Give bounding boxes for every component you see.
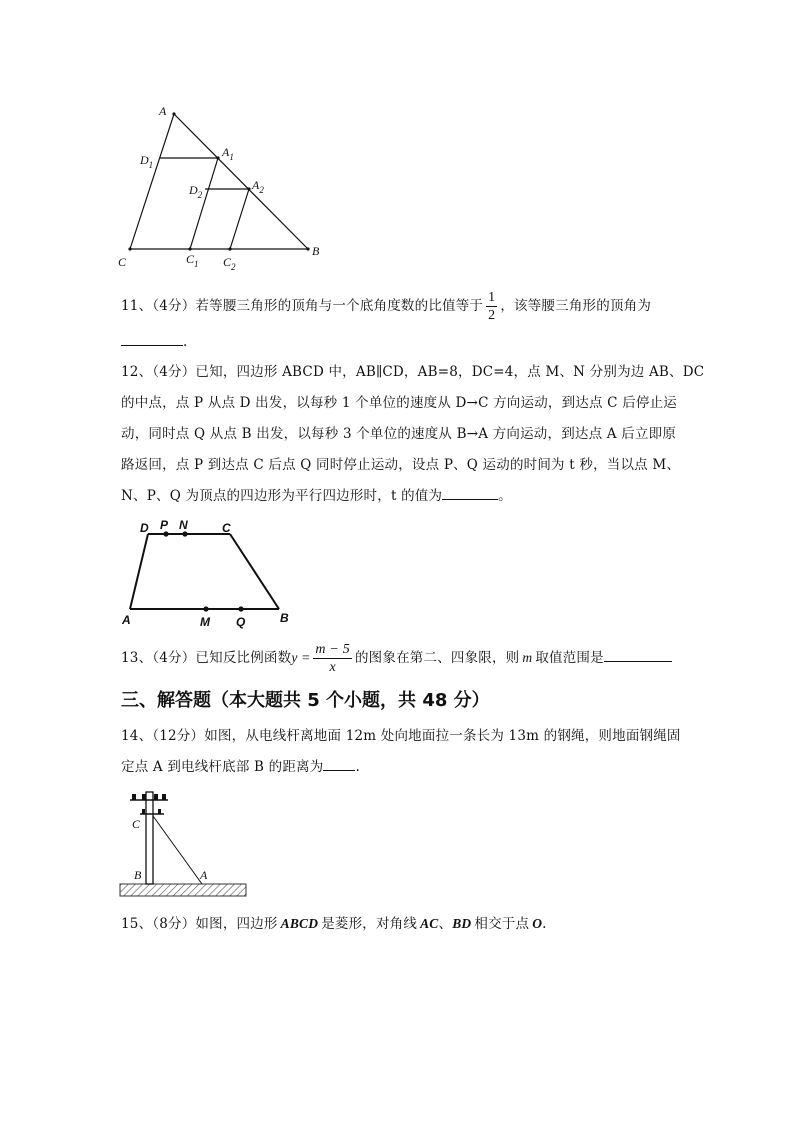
trapezoid-figure bbox=[118, 516, 298, 634]
point-m bbox=[203, 606, 208, 611]
q14-line-2: 定点 A 到电线杆底部 B 的距离为 . bbox=[121, 752, 681, 783]
label-c2: $C_2$ bbox=[223, 255, 236, 272]
segment-bc bbox=[230, 534, 279, 609]
q12-answer-blank[interactable] bbox=[442, 485, 498, 500]
label-a: A bbox=[122, 613, 131, 627]
label-q: Q bbox=[236, 615, 246, 629]
q11-answer-blank[interactable] bbox=[121, 331, 183, 346]
label-a2: $A_2$ bbox=[252, 178, 264, 195]
q11-suffix: ，该等腰三角形的顶角为 bbox=[500, 298, 652, 314]
steel-cable bbox=[153, 816, 202, 884]
question-15: 15、（8分）如图，四边形 ABCD 是菱形，对角线 AC、BD 相交于点 O. bbox=[121, 916, 547, 932]
label-c: C bbox=[132, 817, 141, 831]
question-13: 13、（4分）已知反比例函数y = $\frac{m - 5}{x}$ 的图象在第二、四象限，则 m 取值范围是 bbox=[121, 641, 672, 676]
triangle-figure bbox=[110, 100, 340, 275]
label-d2: $D_2$ bbox=[189, 183, 203, 200]
point-p bbox=[163, 531, 168, 536]
segment-ad bbox=[130, 534, 148, 609]
question-11-answer-line: . bbox=[121, 327, 188, 358]
q12-line-2: 的中点，点 P 从点 D 出发，以每秒 1 个单位的速度从 D→C 方向运动，到达点 C 后停止运 bbox=[121, 395, 678, 411]
label-b: B bbox=[312, 244, 320, 258]
q13-fraction: $\frac{m - 5}{x}$ bbox=[315, 642, 350, 675]
pole-figure bbox=[118, 788, 248, 900]
q12-line-5: N、P、Q 为顶点的四边形为平行四边形时，t 的值为 。 bbox=[121, 481, 704, 512]
q12-line-1: 12、（4分）已知，四边形 ABCD 中，AB∥CD，AB=8，DC=4，点 M、N 分别为边 AB、DC bbox=[121, 364, 705, 380]
q13-answer-blank[interactable] bbox=[604, 647, 672, 662]
label-m: M bbox=[200, 615, 210, 629]
q11-fraction: $\frac{1}{2}$ bbox=[488, 290, 496, 323]
label-a: A bbox=[159, 104, 167, 118]
label-c: C bbox=[118, 255, 127, 269]
segment-a1c1 bbox=[190, 158, 218, 249]
label-b: B bbox=[134, 868, 142, 882]
label-a1: $A_1$ bbox=[222, 145, 234, 162]
q14-line-1: 14、（12分）如图，从电线杆离地面 12m 处向地面拉一条长为 13m 的钢绳，则地面钢绳固 bbox=[121, 728, 681, 744]
q12-line-3: 动，同时点 Q 从点 B 出发，以每秒 3 个单位的速度从 B→A 方向运动，到达点 A 后立即原 bbox=[121, 426, 677, 442]
label-c1: $C_1$ bbox=[186, 252, 199, 269]
label-c: C bbox=[222, 521, 231, 535]
question-14 bbox=[121, 721, 681, 783]
section-heading: 三、解答题（本大题共 5 个小题，共 48 分） bbox=[121, 690, 490, 711]
q11-prefix: 11、（4分）若等腰三角形的顶角与一个底角度数的比值等于 bbox=[121, 298, 484, 314]
segment-a2c2 bbox=[230, 189, 249, 249]
segment-ac bbox=[130, 114, 174, 249]
label-a: A bbox=[200, 868, 208, 882]
label-b: B bbox=[280, 611, 289, 625]
point-n bbox=[182, 531, 187, 536]
label-d1: $D_1$ bbox=[140, 153, 154, 170]
label-n: N bbox=[179, 518, 188, 532]
question-11 bbox=[121, 289, 651, 324]
label-d: D bbox=[140, 521, 149, 535]
question-12 bbox=[121, 357, 704, 512]
point-q bbox=[238, 606, 243, 611]
label-p: P bbox=[160, 518, 169, 532]
q14-answer-blank[interactable] bbox=[323, 756, 355, 771]
segment-ab bbox=[174, 114, 308, 249]
pole bbox=[146, 792, 153, 884]
q12-line-4: 路返回，点 P 到达点 C 后点 Q 同时停止运动，设点 P、Q 运动的时间为 t 秒，当以点 M、 bbox=[121, 457, 681, 473]
ground bbox=[120, 884, 246, 896]
